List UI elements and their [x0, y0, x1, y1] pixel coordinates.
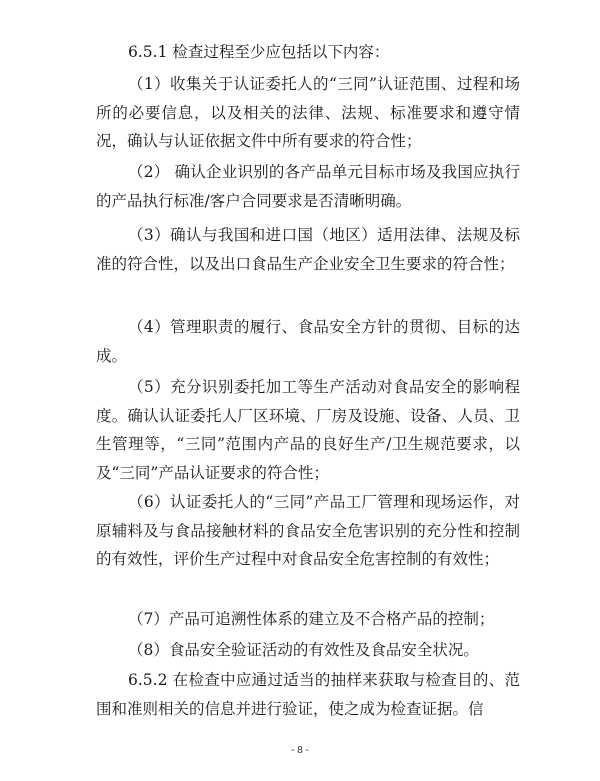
paragraph-item-1: （1）收集关于认证委托人的“三同”认证范围、过程和场所的必要信息，以及相关的法律、法规、标准要求和遵守情况，确认与认证依据文件中所有要求的符合性； — [96, 75, 520, 150]
paragraph-item-3: （3）确认与我国和进口国（地区）适用法律、法规及标准的符合性，以及出口食品生产企业安全卫生要求的符合性； — [96, 226, 520, 273]
paragraph-item-7: （7）产品可追溯性体系的建立及不合格产品的控制； — [128, 610, 495, 628]
paragraph-item-6: （6）认证委托人的“三同”产品工厂管理和现场运作，对原辅料及与食品接触材料的食品安全危害识别的充分性和控制的有效性，评价生产过程中对食品安全危害控制的有效性； — [96, 493, 520, 568]
paragraph-item-8: （8）食品安全验证活动的有效性及食品安全状况。 — [128, 641, 479, 659]
paragraph-item-2: （2） 确认企业识别的各产品单元目标市场及我国应执行的产品执行标准/客户合同要求是否清晰明确。 — [96, 163, 520, 210]
page-number: - 8 - — [291, 745, 309, 756]
paragraph-6-5-2: 6.5.2 在检查中应通过适当的抽样来获取与检查目的、范围和准则相关的信息并进行验证，使之成为检查证据。信 — [96, 671, 520, 718]
paragraph-item-4: （4）管理职责的履行、食品安全方针的贯彻、目标的达成。 — [96, 318, 520, 365]
paragraph-6-5-1-heading: 6.5.1 检查过程至少应包括以下内容： — [128, 43, 390, 61]
paragraph-item-5: （5）充分识别委托加工等生产活动对食品安全的影响程度。确认认证委托人厂区环境、厂房及设施、设备、人员、卫生管理等，“三同”范围内产品的良好生产/卫生规范要求，以及“三同”产品认证要求的符合性； — [96, 378, 520, 482]
